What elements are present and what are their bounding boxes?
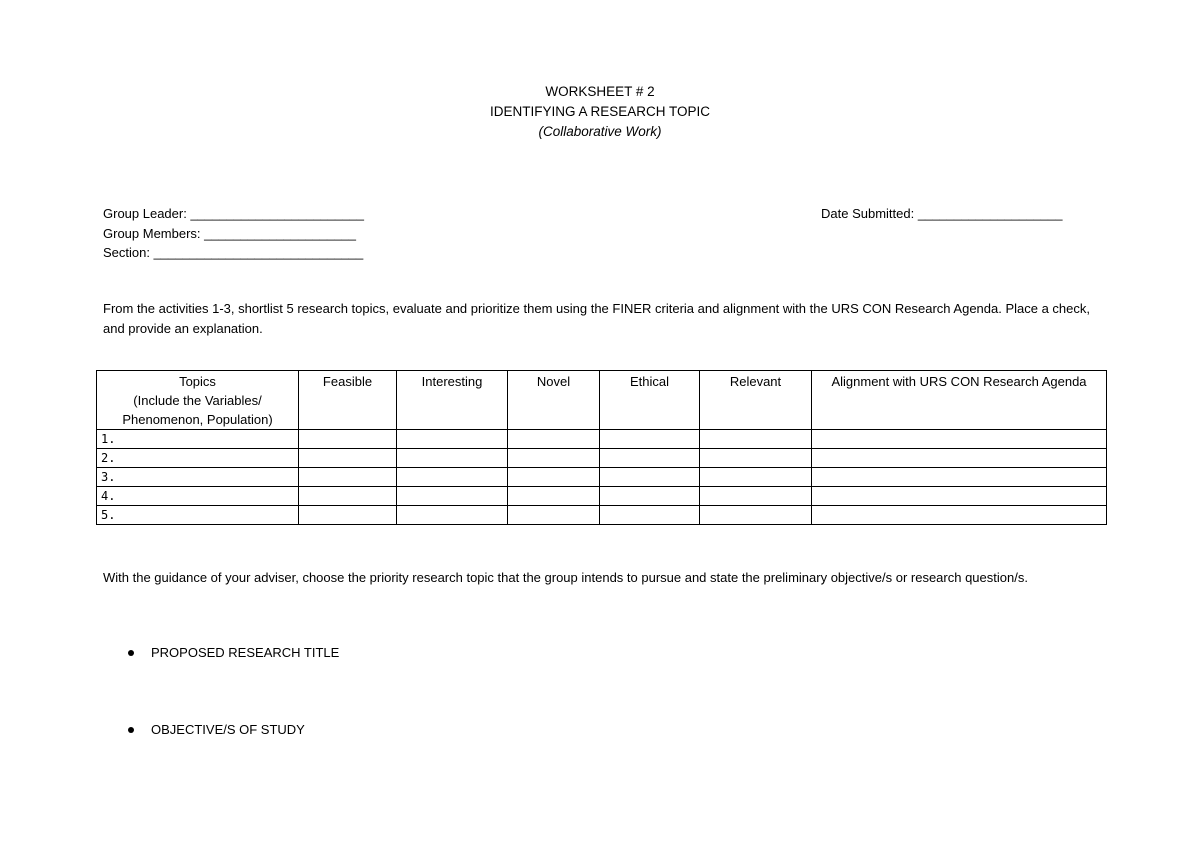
ethical-cell[interactable]: [600, 506, 700, 525]
relevant-cell[interactable]: [700, 506, 812, 525]
table-row: [97, 468, 1107, 487]
date-submitted-field: Date Submitted: ____________________: [821, 206, 1063, 221]
ethical-cell[interactable]: [600, 487, 700, 506]
bullet-icon: [128, 650, 134, 656]
row-number: 2.: [97, 449, 299, 468]
alignment-cell[interactable]: [812, 487, 1107, 506]
ethical-cell[interactable]: [600, 430, 700, 449]
finer-criteria-table: [96, 370, 1107, 525]
row-number: 1.: [97, 430, 299, 449]
novel-cell[interactable]: [508, 430, 600, 449]
worksheet-note: (Collaborative Work): [538, 124, 662, 139]
header-topics: [97, 371, 299, 430]
worksheet-heading: [0, 82, 1200, 142]
table-row: [97, 487, 1107, 506]
interesting-cell[interactable]: [397, 468, 508, 487]
ethical-cell[interactable]: [600, 468, 700, 487]
feasible-cell[interactable]: [299, 468, 397, 487]
row-number: 4.: [97, 487, 299, 506]
section-field: Section: _____________________________: [103, 245, 364, 260]
table-header-row: [97, 371, 1107, 430]
group-leader-field: Group Leader: ________________________: [103, 206, 364, 221]
worksheet-subtitle: IDENTIFYING A RESEARCH TOPIC: [489, 104, 711, 119]
relevant-cell[interactable]: [700, 430, 812, 449]
relevant-cell[interactable]: [700, 449, 812, 468]
bullet-icon: [128, 727, 134, 733]
alignment-cell[interactable]: [812, 430, 1107, 449]
header-relevant: Relevant: [700, 371, 812, 430]
feasible-cell[interactable]: [299, 506, 397, 525]
relevant-cell[interactable]: [700, 487, 812, 506]
group-members-field: Group Members: _____________________: [103, 225, 356, 241]
interesting-cell[interactable]: [397, 506, 508, 525]
interesting-cell[interactable]: [397, 430, 508, 449]
interesting-cell[interactable]: [397, 449, 508, 468]
instruction-priority-topic: With the guidance of your adviser, choose the priority research topic that the group intends to pursue and state the preliminary objective/s or research question/s.: [103, 570, 1028, 585]
objectives-label: OBJECTIVE/S OF STUDY: [151, 722, 305, 737]
instruction-shortlist: From the activities 1-3, shortlist 5 research topics, evaluate and prioritize them using the FINER criteria and alignment with the URS CON Research Agenda. Place a check, and provide an explanation.: [103, 301, 1091, 336]
header-ethical: Ethical: [600, 371, 700, 430]
list-item: [128, 645, 339, 660]
feasible-cell[interactable]: [299, 449, 397, 468]
list-item: [128, 722, 305, 737]
row-number: 3.: [97, 468, 299, 487]
alignment-cell[interactable]: [812, 468, 1107, 487]
novel-cell[interactable]: [508, 468, 600, 487]
novel-cell[interactable]: [508, 506, 600, 525]
row-number: 5.: [97, 506, 299, 525]
table-row: [97, 506, 1107, 525]
table-row: [97, 449, 1107, 468]
alignment-cell[interactable]: [812, 506, 1107, 525]
feasible-cell[interactable]: [299, 430, 397, 449]
alignment-cell[interactable]: [812, 449, 1107, 468]
proposed-title-label: PROPOSED RESEARCH TITLE: [151, 645, 340, 660]
table-row: [97, 430, 1107, 449]
feasible-cell[interactable]: [299, 487, 397, 506]
header-feasible: Feasible: [299, 371, 397, 430]
group-info: [103, 204, 364, 263]
novel-cell[interactable]: [508, 449, 600, 468]
header-topics-label: Topics (Include the Variables/ Phenomenon, Population): [122, 374, 273, 427]
ethical-cell[interactable]: [600, 449, 700, 468]
header-novel: Novel: [508, 371, 600, 430]
date-info: [821, 204, 1062, 224]
header-alignment: Alignment with URS CON Research Agenda: [812, 371, 1107, 430]
header-interesting: Interesting: [397, 371, 508, 430]
interesting-cell[interactable]: [397, 487, 508, 506]
relevant-cell[interactable]: [700, 468, 812, 487]
novel-cell[interactable]: [508, 487, 600, 506]
worksheet-title: WORKSHEET # 2: [545, 84, 655, 99]
